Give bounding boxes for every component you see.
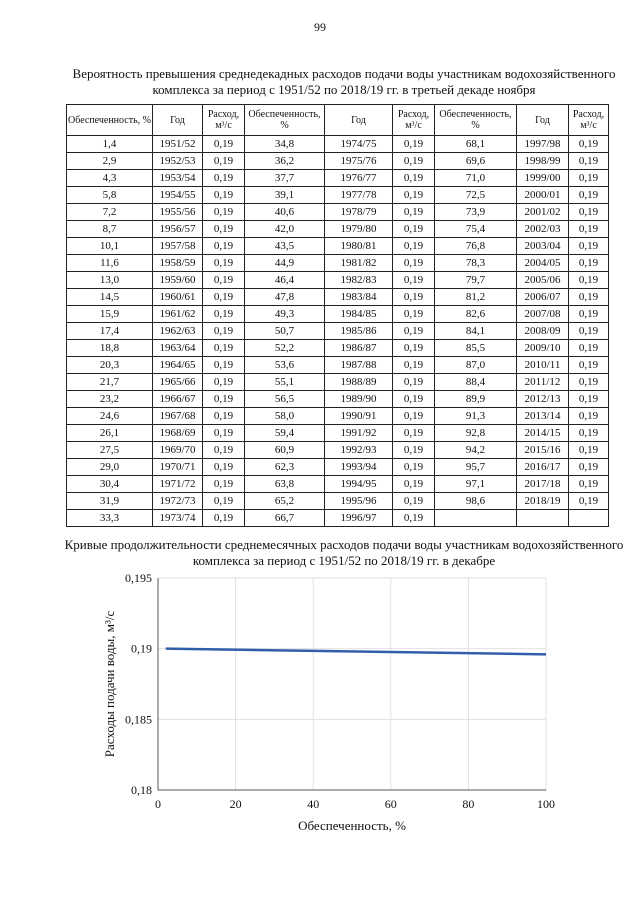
cell-flow: 0,19: [569, 323, 609, 340]
cell-probability: 59,4: [245, 425, 325, 442]
table-row: [67, 187, 609, 204]
cell-flow: 0,19: [203, 204, 245, 221]
cell-flow: 0,19: [569, 493, 609, 510]
cell-flow: 0,19: [203, 289, 245, 306]
cell-probability: 37,7: [245, 170, 325, 187]
x-axis-label: Обеспеченность, %: [298, 818, 406, 833]
cell-probability: 91,3: [435, 408, 517, 425]
cell-flow: 0,19: [203, 476, 245, 493]
flow-duration-chart: [80, 568, 580, 833]
cell-probability: 17,4: [67, 323, 153, 340]
table-row: [67, 136, 609, 153]
cell-year: 1973/74: [153, 510, 203, 527]
cell-flow: 0,19: [393, 289, 435, 306]
cell-probability: 98,6: [435, 493, 517, 510]
cell-year: 1996/97: [325, 510, 393, 527]
cell-flow: 0,19: [203, 459, 245, 476]
cell-probability: 27,5: [67, 442, 153, 459]
cell-flow: 0,19: [203, 408, 245, 425]
header-probability: Обеспеченность, %: [435, 105, 517, 136]
cell-flow: 0,19: [393, 510, 435, 527]
cell-year: 1967/68: [153, 408, 203, 425]
header-flow: Расход, м³/с: [393, 105, 435, 136]
cell-year: 2009/10: [517, 340, 569, 357]
cell-flow: 0,19: [569, 272, 609, 289]
cell-flow: 0,19: [569, 459, 609, 476]
cell-probability: 43,5: [245, 238, 325, 255]
cell-year: 1962/63: [153, 323, 203, 340]
page-number: 99: [314, 20, 326, 34]
table-row: [67, 357, 609, 374]
cell-flow: 0,19: [203, 442, 245, 459]
cell-year: 1984/85: [325, 306, 393, 323]
cell-flow: 0,19: [203, 187, 245, 204]
cell-probability: 14,5: [67, 289, 153, 306]
cell-probability: 66,7: [245, 510, 325, 527]
cell-year: 1989/90: [325, 391, 393, 408]
cell-probability: 55,1: [245, 374, 325, 391]
x-tick-label: 20: [229, 797, 242, 811]
cell-flow: 0,19: [203, 153, 245, 170]
cell-flow: 0,19: [203, 272, 245, 289]
cell-probability: 88,4: [435, 374, 517, 391]
cell-flow: 0,19: [393, 408, 435, 425]
cell-year: 1997/98: [517, 136, 569, 153]
cell-year: 1958/59: [153, 255, 203, 272]
cell-flow: 0,19: [569, 340, 609, 357]
cell-flow: 0,19: [569, 357, 609, 374]
table-row: [67, 204, 609, 221]
cell-probability: 2,9: [67, 153, 153, 170]
cell-probability: 84,1: [435, 323, 517, 340]
cell-year: 2016/17: [517, 459, 569, 476]
cell-flow: 0,19: [393, 187, 435, 204]
cell-year: 1951/52: [153, 136, 203, 153]
y-tick-label: 0,185: [125, 712, 152, 727]
header-flow: Расход, м³/с: [203, 105, 245, 136]
cell-year: 2012/13: [517, 391, 569, 408]
cell-probability: 60,9: [245, 442, 325, 459]
cell-probability: 10,1: [67, 238, 153, 255]
cell-year: 1956/57: [153, 221, 203, 238]
cell-year: 1964/65: [153, 357, 203, 374]
cell-year: 1966/67: [153, 391, 203, 408]
cell-flow: 0,19: [203, 221, 245, 238]
cell-year: 2005/06: [517, 272, 569, 289]
cell-flow: 0,19: [393, 476, 435, 493]
cell-probability: 76,8: [435, 238, 517, 255]
cell-probability: 46,4: [245, 272, 325, 289]
cell-year: 1957/58: [153, 238, 203, 255]
cell-flow: 0,19: [393, 374, 435, 391]
cell-probability: 89,9: [435, 391, 517, 408]
cell-flow: 0,19: [393, 323, 435, 340]
cell-year: 1981/82: [325, 255, 393, 272]
chart-title: Кривые продолжительности среднемесячных расходов подачи воды участникам водохозяйственного комплекса за период с 1951/52 по 2018/19 гг. в декабре: [64, 537, 624, 568]
cell-year: 2003/04: [517, 238, 569, 255]
cell-flow: 0,19: [393, 493, 435, 510]
cell-flow: 0,19: [393, 238, 435, 255]
x-tick-label: 80: [462, 797, 475, 811]
table-row: [67, 221, 609, 238]
cell-probability: 50,7: [245, 323, 325, 340]
cell-probability: 31,9: [67, 493, 153, 510]
table-row: [67, 459, 609, 476]
y-axis-label: Расходы подачи воды, м³/с: [102, 610, 117, 758]
cell-probability: 62,3: [245, 459, 325, 476]
table-row: [67, 153, 609, 170]
cell-flow: 0,19: [569, 391, 609, 408]
cell-year: 1965/66: [153, 374, 203, 391]
cell-probability: 73,9: [435, 204, 517, 221]
table-row: [67, 442, 609, 459]
cell-probability: 36,2: [245, 153, 325, 170]
cell-year: 1987/88: [325, 357, 393, 374]
x-tick-label: 60: [384, 797, 397, 811]
cell-probability: 4,3: [67, 170, 153, 187]
cell-year: 1999/00: [517, 170, 569, 187]
cell-year: 1953/54: [153, 170, 203, 187]
cell-year: 2007/08: [517, 306, 569, 323]
cell-probability: 95,7: [435, 459, 517, 476]
cell-flow: 0,19: [203, 510, 245, 527]
cell-probability: 7,2: [67, 204, 153, 221]
table-row: [67, 510, 609, 527]
table-body: [67, 136, 609, 527]
cell-flow: 0,19: [393, 170, 435, 187]
cell-year: 1961/62: [153, 306, 203, 323]
cell-flow: 0,19: [393, 459, 435, 476]
cell-probability: 97,1: [435, 476, 517, 493]
x-tick-label: 100: [537, 797, 555, 811]
cell-probability: 39,1: [245, 187, 325, 204]
cell-year: 1993/94: [325, 459, 393, 476]
cell-year: 1972/73: [153, 493, 203, 510]
cell-year: 2002/03: [517, 221, 569, 238]
cell-flow: 0,19: [393, 442, 435, 459]
cell-probability: [435, 510, 517, 527]
cell-flow: 0,19: [569, 255, 609, 272]
cell-flow: 0,19: [203, 323, 245, 340]
cell-probability: 29,0: [67, 459, 153, 476]
cell-flow: 0,19: [569, 238, 609, 255]
cell-year: 1968/69: [153, 425, 203, 442]
cell-year: 1979/80: [325, 221, 393, 238]
cell-year: 1995/96: [325, 493, 393, 510]
cell-probability: 34,8: [245, 136, 325, 153]
cell-probability: 56,5: [245, 391, 325, 408]
cell-probability: 23,2: [67, 391, 153, 408]
cell-year: 1969/70: [153, 442, 203, 459]
cell-year: 2014/15: [517, 425, 569, 442]
cell-year: 2006/07: [517, 289, 569, 306]
cell-year: 1994/95: [325, 476, 393, 493]
cell-flow: 0,19: [203, 374, 245, 391]
cell-year: 1974/75: [325, 136, 393, 153]
table-row: [67, 306, 609, 323]
cell-year: 2013/14: [517, 408, 569, 425]
cell-probability: 15,9: [67, 306, 153, 323]
cell-probability: 21,7: [67, 374, 153, 391]
header-year: Год: [517, 105, 569, 136]
table-row: [67, 408, 609, 425]
cell-flow: 0,19: [393, 306, 435, 323]
cell-probability: 47,8: [245, 289, 325, 306]
cell-year: 1954/55: [153, 187, 203, 204]
cell-flow: 0,19: [569, 374, 609, 391]
cell-flow: 0,19: [203, 391, 245, 408]
cell-probability: 30,4: [67, 476, 153, 493]
series-line: [166, 649, 546, 655]
cell-year: 1952/53: [153, 153, 203, 170]
cell-year: 1982/83: [325, 272, 393, 289]
cell-probability: 5,8: [67, 187, 153, 204]
cell-flow: 0,19: [203, 340, 245, 357]
cell-probability: 69,6: [435, 153, 517, 170]
cell-flow: 0,19: [569, 170, 609, 187]
cell-flow: 0,19: [203, 306, 245, 323]
y-tick-label: 0,18: [131, 783, 152, 797]
cell-flow: 0,19: [393, 425, 435, 442]
cell-probability: 58,0: [245, 408, 325, 425]
cell-probability: 85,5: [435, 340, 517, 357]
cell-probability: 87,0: [435, 357, 517, 374]
cell-flow: 0,19: [569, 408, 609, 425]
cell-year: 1980/81: [325, 238, 393, 255]
cell-flow: 0,19: [569, 306, 609, 323]
cell-probability: 52,2: [245, 340, 325, 357]
x-tick-label: 0: [155, 797, 161, 811]
cell-probability: 53,6: [245, 357, 325, 374]
y-tick-label: 0,195: [125, 571, 152, 585]
table-row: [67, 425, 609, 442]
cell-year: 1992/93: [325, 442, 393, 459]
cell-year: 2000/01: [517, 187, 569, 204]
cell-probability: 81,2: [435, 289, 517, 306]
cell-probability: 65,2: [245, 493, 325, 510]
x-tick-label: 40: [307, 797, 320, 811]
cell-flow: 0,19: [203, 425, 245, 442]
cell-flow: 0,19: [203, 357, 245, 374]
table-row: [67, 493, 609, 510]
cell-probability: 49,3: [245, 306, 325, 323]
cell-flow: 0,19: [203, 170, 245, 187]
cell-flow: 0,19: [393, 272, 435, 289]
cell-flow: 0,19: [393, 221, 435, 238]
header-year: Год: [325, 105, 393, 136]
cell-year: 1991/92: [325, 425, 393, 442]
cell-flow: 0,19: [203, 238, 245, 255]
cell-probability: 13,0: [67, 272, 153, 289]
cell-probability: 20,3: [67, 357, 153, 374]
cell-flow: 0,19: [393, 340, 435, 357]
cell-year: 1986/87: [325, 340, 393, 357]
cell-year: 1983/84: [325, 289, 393, 306]
cell-year: 1998/99: [517, 153, 569, 170]
cell-flow: 0,19: [569, 204, 609, 221]
table-row: [67, 289, 609, 306]
cell-probability: 72,5: [435, 187, 517, 204]
cell-year: 1990/91: [325, 408, 393, 425]
cell-flow: 0,19: [569, 442, 609, 459]
cell-probability: 92,8: [435, 425, 517, 442]
cell-year: 2015/16: [517, 442, 569, 459]
cell-flow: [569, 510, 609, 527]
header-probability: Обеспеченность, %: [245, 105, 325, 136]
header-flow: Расход, м³/с: [569, 105, 609, 136]
cell-flow: 0,19: [393, 204, 435, 221]
cell-probability: 8,7: [67, 221, 153, 238]
table-row: [67, 374, 609, 391]
cell-flow: 0,19: [569, 221, 609, 238]
cell-year: 2011/12: [517, 374, 569, 391]
cell-probability: 33,3: [67, 510, 153, 527]
cell-probability: 18,8: [67, 340, 153, 357]
cell-year: 1963/64: [153, 340, 203, 357]
cell-year: 1959/60: [153, 272, 203, 289]
cell-probability: 78,3: [435, 255, 517, 272]
cell-flow: 0,19: [569, 476, 609, 493]
table-row: [67, 340, 609, 357]
cell-flow: 0,19: [393, 153, 435, 170]
table-row: [67, 323, 609, 340]
cell-year: 2008/09: [517, 323, 569, 340]
table-row: [67, 238, 609, 255]
cell-flow: 0,19: [203, 255, 245, 272]
cell-flow: 0,19: [203, 493, 245, 510]
cell-probability: 42,0: [245, 221, 325, 238]
table-row: [67, 255, 609, 272]
cell-probability: 94,2: [435, 442, 517, 459]
cell-year: 1971/72: [153, 476, 203, 493]
cell-year: 2004/05: [517, 255, 569, 272]
table-row: [67, 170, 609, 187]
cell-year: 1960/61: [153, 289, 203, 306]
cell-probability: 68,1: [435, 136, 517, 153]
table-header-row: [67, 105, 609, 136]
cell-flow: 0,19: [393, 391, 435, 408]
cell-probability: 63,8: [245, 476, 325, 493]
cell-flow: 0,19: [393, 357, 435, 374]
cell-year: 1988/89: [325, 374, 393, 391]
cell-probability: 75,4: [435, 221, 517, 238]
cell-flow: 0,19: [569, 289, 609, 306]
cell-flow: 0,19: [203, 136, 245, 153]
cell-probability: 82,6: [435, 306, 517, 323]
cell-flow: 0,19: [393, 255, 435, 272]
table-title: Вероятность превышения среднедекадных расходов подачи воды участникам водохозяйственного комплекса за период с 1951/52 по 2018/19 гг. в третьей декаде ноября: [72, 66, 616, 97]
cell-year: 1978/79: [325, 204, 393, 221]
header-year: Год: [153, 105, 203, 136]
cell-flow: 0,19: [569, 153, 609, 170]
cell-probability: 24,6: [67, 408, 153, 425]
cell-year: 1985/86: [325, 323, 393, 340]
cell-year: 1955/56: [153, 204, 203, 221]
cell-year: 2017/18: [517, 476, 569, 493]
cell-probability: 79,7: [435, 272, 517, 289]
table-row: [67, 476, 609, 493]
probability-table: [66, 104, 609, 527]
cell-year: 2018/19: [517, 493, 569, 510]
cell-probability: 11,6: [67, 255, 153, 272]
cell-year: [517, 510, 569, 527]
cell-year: 1975/76: [325, 153, 393, 170]
header-probability: Обеспеченность, %: [67, 105, 153, 136]
cell-year: 1977/78: [325, 187, 393, 204]
cell-probability: 40,6: [245, 204, 325, 221]
cell-flow: 0,19: [569, 425, 609, 442]
cell-flow: 0,19: [569, 136, 609, 153]
cell-year: 2010/11: [517, 357, 569, 374]
cell-flow: 0,19: [393, 136, 435, 153]
cell-year: 1970/71: [153, 459, 203, 476]
table-row: [67, 272, 609, 289]
cell-probability: 26,1: [67, 425, 153, 442]
cell-probability: 44,9: [245, 255, 325, 272]
y-tick-label: 0,19: [131, 641, 152, 656]
cell-year: 2001/02: [517, 204, 569, 221]
cell-probability: 71,0: [435, 170, 517, 187]
cell-probability: 1,4: [67, 136, 153, 153]
cell-year: 1976/77: [325, 170, 393, 187]
cell-flow: 0,19: [569, 187, 609, 204]
table-row: [67, 391, 609, 408]
